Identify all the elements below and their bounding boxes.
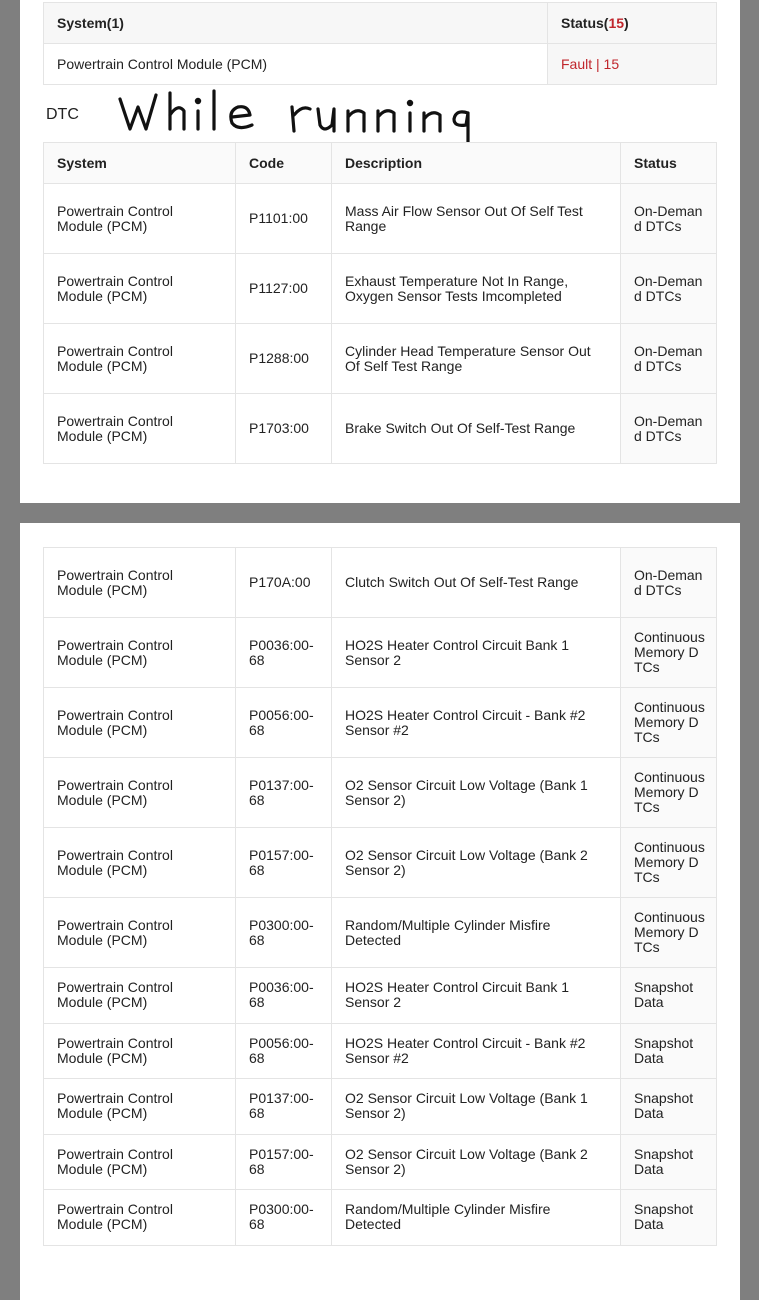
dtc-status-cell: On-Demand DTCs: [621, 254, 717, 324]
dtc-description-cell: Cylinder Head Temperature Sensor Out Of Self Test Range: [332, 324, 621, 394]
dtc-code-cell: P1703:00: [236, 394, 332, 464]
dtc-description-cell: Random/Multiple Cylinder Misfire Detected: [332, 1190, 621, 1246]
dtc-code-cell: P1127:00: [236, 254, 332, 324]
dtc-section-label: DTC: [46, 106, 79, 123]
dtc-system-cell: Powertrain Control Module (PCM): [44, 1023, 236, 1079]
dtc-description-cell: O2 Sensor Circuit Low Voltage (Bank 2 Sensor 2): [332, 1134, 621, 1190]
dtc-row: [44, 1134, 717, 1190]
dtc-table-header: [44, 143, 717, 184]
dtc-description-cell: HO2S Heater Control Circuit - Bank #2 Sensor #2: [332, 1023, 621, 1079]
dtc-system-cell: Powertrain Control Module (PCM): [44, 828, 236, 898]
dtc-code-cell: P1101:00: [236, 184, 332, 254]
dtc-system-header: System: [44, 143, 236, 184]
dtc-code-cell: P0157:00-68: [236, 1134, 332, 1190]
dtc-status-cell: On-Demand DTCs: [621, 394, 717, 464]
dtc-row: [44, 968, 717, 1024]
dtc-row: [44, 898, 717, 968]
dtc-system-cell: Powertrain Control Module (PCM): [44, 548, 236, 618]
dtc-system-cell: Powertrain Control Module (PCM): [44, 184, 236, 254]
dtc-description-cell: Random/Multiple Cylinder Misfire Detected: [332, 898, 621, 968]
dtc-system-cell: Powertrain Control Module (PCM): [44, 394, 236, 464]
dtc-description-cell: HO2S Heater Control Circuit Bank 1 Sensor 2: [332, 618, 621, 688]
dtc-status-cell: Snapshot Data: [621, 1079, 717, 1135]
dtc-description-cell: O2 Sensor Circuit Low Voltage (Bank 2 Sensor 2): [332, 828, 621, 898]
dtc-system-cell: Powertrain Control Module (PCM): [44, 688, 236, 758]
dtc-system-cell: Powertrain Control Module (PCM): [44, 1190, 236, 1246]
dtc-code-cell: P0300:00-68: [236, 1190, 332, 1246]
dtc-description-header: Description: [332, 143, 621, 184]
dtc-code-cell: P170A:00: [236, 548, 332, 618]
system-name: Powertrain Control Module (PCM): [44, 44, 548, 85]
dtc-code-cell: P0300:00-68: [236, 898, 332, 968]
dtc-table-continued: [43, 547, 717, 1246]
dtc-description-cell: O2 Sensor Circuit Low Voltage (Bank 1 Sensor 2): [332, 758, 621, 828]
dtc-status-cell: Continuous Memory DTCs: [621, 898, 717, 968]
dtc-code-cell: P0036:00-68: [236, 968, 332, 1024]
dtc-row: [44, 254, 717, 324]
dtc-code-cell: P0137:00-68: [236, 1079, 332, 1135]
dtc-system-cell: Powertrain Control Module (PCM): [44, 968, 236, 1024]
dtc-row: [44, 1190, 717, 1246]
dtc-code-cell: P0036:00-68: [236, 618, 332, 688]
dtc-description-cell: HO2S Heater Control Circuit Bank 1 Sensor 2: [332, 968, 621, 1024]
dtc-system-cell: Powertrain Control Module (PCM): [44, 618, 236, 688]
dtc-system-cell: Powertrain Control Module (PCM): [44, 898, 236, 968]
dtc-status-cell: Snapshot Data: [621, 1190, 717, 1246]
dtc-description-cell: Clutch Switch Out Of Self-Test Range: [332, 548, 621, 618]
dtc-status-cell: On-Demand DTCs: [621, 184, 717, 254]
status-header-suffix: ): [624, 14, 629, 31]
dtc-status-cell: Snapshot Data: [621, 1134, 717, 1190]
dtc-table: [43, 142, 717, 464]
report-page-2: [20, 523, 740, 1300]
dtc-description-cell: HO2S Heater Control Circuit - Bank #2 Sensor #2: [332, 688, 621, 758]
dtc-row: [44, 184, 717, 254]
dtc-code-cell: P0056:00-68: [236, 688, 332, 758]
dtc-description-cell: Exhaust Temperature Not In Range, Oxygen Sensor Tests Imcompleted: [332, 254, 621, 324]
system-table-header: [44, 3, 717, 44]
dtc-status-cell: Snapshot Data: [621, 968, 717, 1024]
dtc-row: [44, 758, 717, 828]
dtc-status-cell: On-Demand DTCs: [621, 548, 717, 618]
dtc-row: [44, 548, 717, 618]
dtc-status-cell: Continuous Memory DTCs: [621, 618, 717, 688]
dtc-row: [44, 394, 717, 464]
dtc-status-cell: On-Demand DTCs: [621, 324, 717, 394]
dtc-code-header: Code: [236, 143, 332, 184]
dtc-description-cell: Mass Air Flow Sensor Out Of Self Test Range: [332, 184, 621, 254]
system-row: [44, 44, 717, 85]
dtc-system-cell: Powertrain Control Module (PCM): [44, 254, 236, 324]
dtc-code-cell: P0056:00-68: [236, 1023, 332, 1079]
dtc-system-cell: Powertrain Control Module (PCM): [44, 1134, 236, 1190]
dtc-row: [44, 1023, 717, 1079]
status-count: 15: [608, 14, 625, 31]
dtc-status-cell: Continuous Memory DTCs: [621, 758, 717, 828]
dtc-row: [44, 324, 717, 394]
dtc-status-cell: Continuous Memory DTCs: [621, 688, 717, 758]
dtc-code-cell: P0157:00-68: [236, 828, 332, 898]
dtc-status-cell: Snapshot Data: [621, 1023, 717, 1079]
report-page-1: [20, 0, 740, 503]
system-column-header: System(1): [44, 3, 548, 44]
dtc-status-cell: Continuous Memory DTCs: [621, 828, 717, 898]
dtc-row: [44, 828, 717, 898]
system-table: [43, 2, 717, 85]
status-header-prefix: Status(: [561, 14, 609, 31]
dtc-row: [44, 618, 717, 688]
dtc-description-cell: O2 Sensor Circuit Low Voltage (Bank 1 Sensor 2): [332, 1079, 621, 1135]
dtc-system-cell: Powertrain Control Module (PCM): [44, 324, 236, 394]
dtc-system-cell: Powertrain Control Module (PCM): [44, 758, 236, 828]
dtc-row: [44, 688, 717, 758]
dtc-code-cell: P0137:00-68: [236, 758, 332, 828]
dtc-row: [44, 1079, 717, 1135]
dtc-description-cell: Brake Switch Out Of Self-Test Range: [332, 394, 621, 464]
dtc-code-cell: P1288:00: [236, 324, 332, 394]
dtc-system-cell: Powertrain Control Module (PCM): [44, 1079, 236, 1135]
dtc-status-header: Status: [621, 143, 717, 184]
status-column-header: [548, 3, 717, 44]
fault-status: Fault | 15: [548, 44, 717, 85]
